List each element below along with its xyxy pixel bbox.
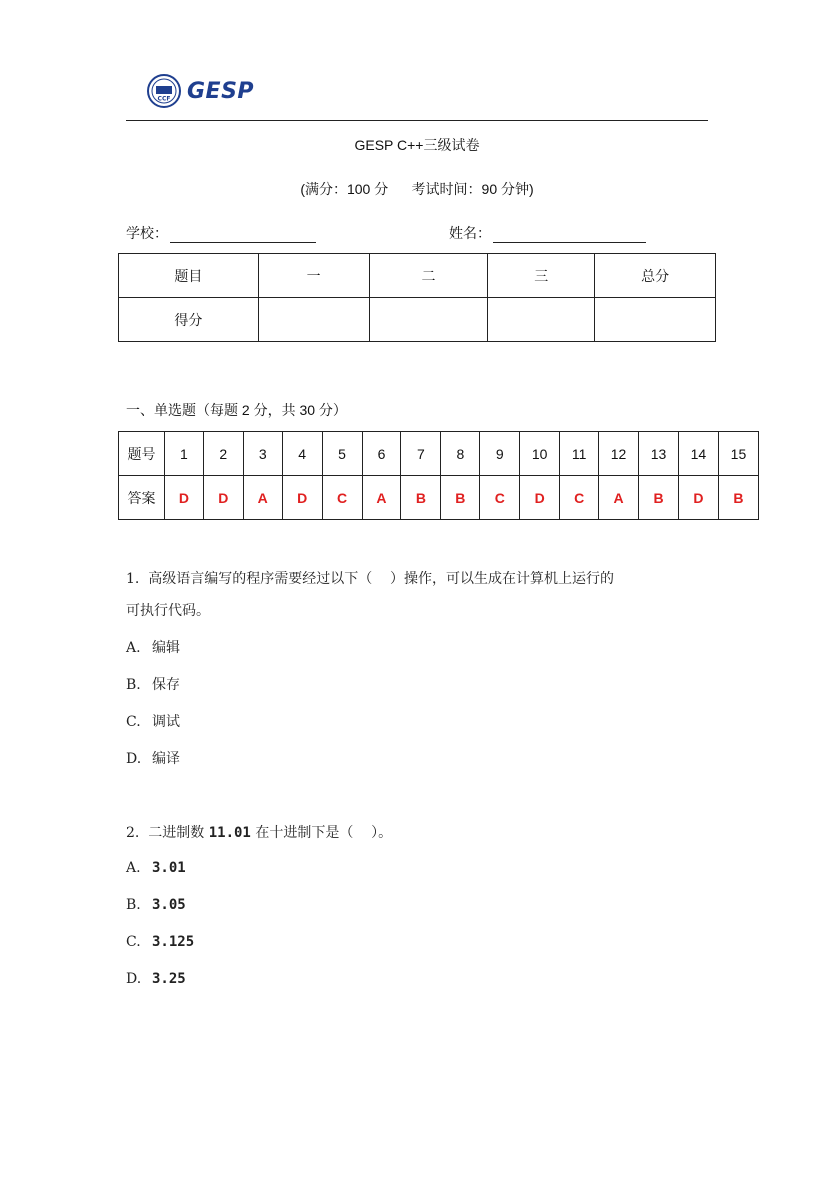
score-header-cell: 题目	[119, 254, 259, 298]
option-letter: A.	[126, 640, 141, 656]
number-label: 题号	[119, 432, 165, 476]
score-table-row	[119, 298, 716, 342]
exam-subtitle: (满分：100 分 考试时间：90 分钟)	[300, 181, 534, 197]
question-2-option-d[interactable]	[126, 971, 186, 987]
question-number: 1	[164, 432, 203, 476]
option-letter: D.	[126, 751, 142, 767]
name-blank[interactable]	[493, 226, 646, 243]
header-rule	[126, 120, 708, 121]
answer-cell: C	[480, 476, 520, 520]
score-header-cell: 二	[369, 254, 488, 298]
answer-cell: C	[560, 476, 599, 520]
option-letter: A.	[126, 860, 141, 876]
question-number: 11	[560, 432, 599, 476]
question-2-option-c[interactable]	[126, 934, 194, 950]
score-header-cell: 总分	[595, 254, 716, 298]
question-number: 6	[362, 432, 401, 476]
answer-cell: D	[282, 476, 322, 520]
question-1-option-c[interactable]	[126, 711, 180, 731]
question-1-line-1: 1. 高级语言编写的程序需要经过以下（ ）操作，可以生成在计算机上运行的	[126, 571, 615, 587]
answer-cell: A	[599, 476, 639, 520]
answer-cell: B	[441, 476, 480, 520]
score-cell[interactable]	[595, 298, 716, 342]
question-1-option-d[interactable]	[126, 748, 180, 768]
question-number: 9	[480, 432, 520, 476]
question-number: 12	[599, 432, 639, 476]
question-1-line-2: 可执行代码。	[126, 603, 210, 619]
answer-cell: B	[718, 476, 758, 520]
question-2-option-a[interactable]	[126, 860, 186, 876]
answer-cell: B	[401, 476, 441, 520]
option-letter: C.	[126, 934, 141, 950]
question-2-option-b[interactable]	[126, 897, 186, 913]
option-text: 保存	[152, 677, 180, 693]
option-text: 3.125	[152, 934, 195, 950]
option-letter: C.	[126, 714, 141, 730]
question-number: 8	[441, 432, 480, 476]
question-number: 3	[243, 432, 282, 476]
score-header-cell: 三	[488, 254, 595, 298]
option-text: 3.01	[152, 860, 186, 876]
question-number: 5	[322, 432, 362, 476]
answer-cell: C	[322, 476, 362, 520]
section-title: 一、单选题（每题 2 分，共 30 分）	[126, 402, 347, 418]
exam-title: GESP C++三级试卷	[354, 137, 480, 153]
score-cell[interactable]	[488, 298, 595, 342]
answer-cell: D	[164, 476, 203, 520]
option-letter: D.	[126, 971, 142, 987]
svg-text:CCF: CCF	[157, 95, 171, 103]
answer-cell: B	[639, 476, 679, 520]
question-2-suffix: 在十进制下是（ ）。	[250, 825, 393, 841]
question-number: 2	[203, 432, 243, 476]
answer-cell: A	[362, 476, 401, 520]
name-label: 姓名：	[449, 225, 491, 241]
question-2-stem	[126, 822, 392, 842]
option-text: 3.25	[152, 971, 186, 987]
option-text: 编译	[152, 751, 180, 767]
answer-cell: D	[203, 476, 243, 520]
school-label: 学校：	[126, 225, 168, 241]
question-2-prefix: 2. 二进制数	[126, 825, 209, 841]
score-row-label: 得分	[119, 298, 259, 342]
option-letter: B.	[126, 897, 141, 913]
name-field	[449, 223, 646, 243]
score-table	[118, 253, 716, 342]
option-letter: B.	[126, 677, 141, 693]
option-text: 编辑	[152, 640, 180, 656]
score-cell[interactable]	[258, 298, 369, 342]
question-number: 13	[639, 432, 679, 476]
option-text: 3.05	[152, 897, 186, 913]
answer-cell: A	[243, 476, 282, 520]
gesp-logo	[147, 74, 254, 108]
question-number: 4	[282, 432, 322, 476]
answer-table-answer-row	[119, 476, 759, 520]
question-number: 7	[401, 432, 441, 476]
question-number: 14	[678, 432, 718, 476]
school-blank[interactable]	[170, 226, 316, 243]
score-header-cell: 一	[258, 254, 369, 298]
question-2-code: 11.01	[208, 825, 251, 841]
question-number: 10	[520, 432, 560, 476]
answer-table	[118, 431, 759, 520]
question-1-option-a[interactable]	[126, 637, 180, 657]
option-text: 调试	[152, 714, 180, 730]
question-number: 15	[718, 432, 758, 476]
answer-cell: D	[520, 476, 560, 520]
logo-text: GESP	[187, 78, 255, 104]
school-field	[126, 223, 316, 243]
question-1-option-b[interactable]	[126, 674, 180, 694]
score-cell[interactable]	[369, 298, 488, 342]
answer-cell: D	[678, 476, 718, 520]
ccf-seal-icon	[147, 74, 181, 108]
answer-label: 答案	[119, 476, 165, 520]
score-table-header-row	[119, 254, 716, 298]
answer-table-number-row	[119, 432, 759, 476]
